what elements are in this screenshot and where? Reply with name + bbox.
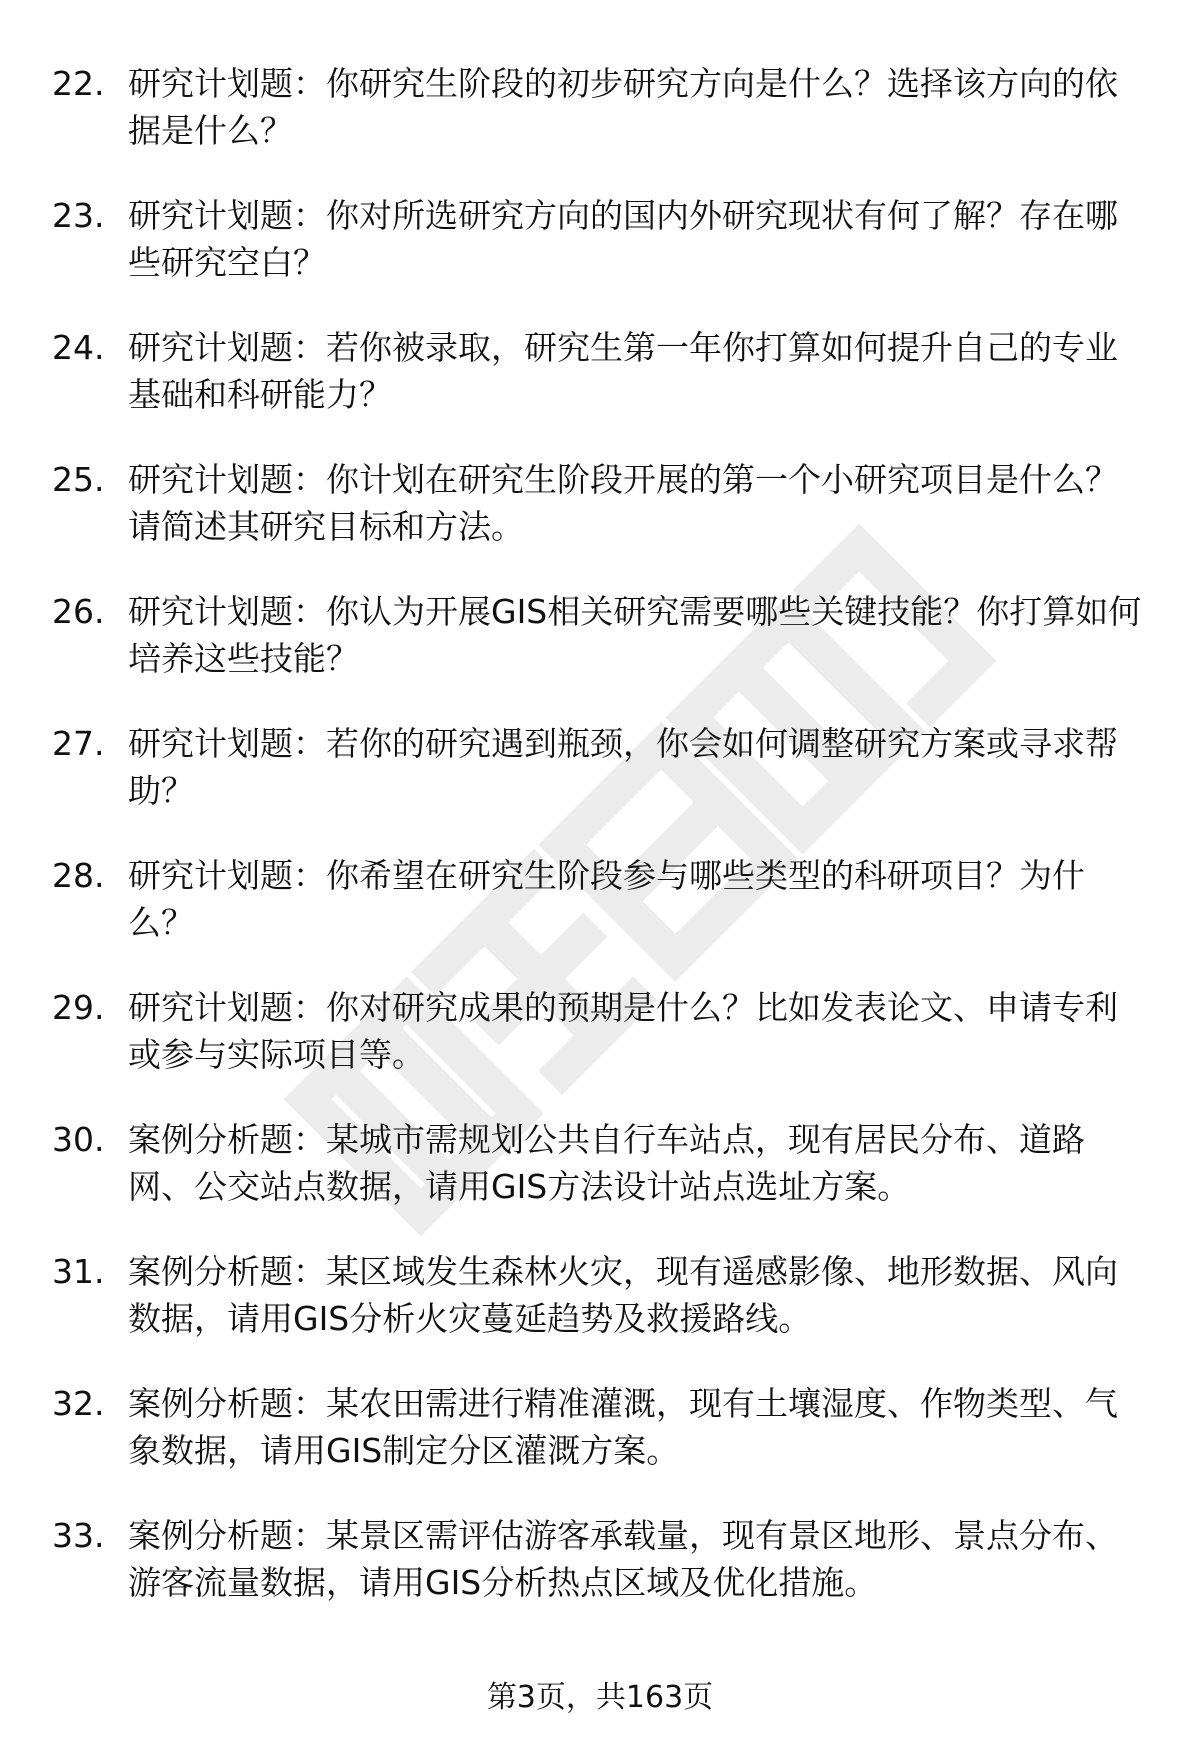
question-number: 28. — [52, 856, 105, 895]
question-text: 研究计划题：你认为开展GIS相关研究需要哪些关键技能？你打算如何培养这些技能？ — [128, 592, 1142, 678]
question-text: 案例分析题：某区域发生森林火灾，现有遥感影像、地形数据、风向数据，请用GIS分析火灾蔓延趋势及救援路线。 — [128, 1252, 1118, 1338]
question-number: 23. — [52, 196, 105, 235]
page-number-label: 第3页，共163页 — [486, 1680, 714, 1715]
question-text: 研究计划题：你计划在研究生阶段开展的第一个小研究项目是什么？请简述其研究目标和方法。 — [128, 460, 1118, 546]
question-text: 案例分析题：某农田需进行精准灌溉，现有土壤湿度、作物类型、气象数据，请用GIS制定分区灌溉方案。 — [128, 1384, 1118, 1470]
question-item — [52, 60, 1152, 192]
question-number: 24. — [52, 328, 105, 367]
question-text: 案例分析题：某景区需评估游客承载量，现有景区地形、景点分布、游客流量数据，请用GIS分析热点区域及优化措施。 — [128, 1516, 1118, 1602]
question-item — [52, 720, 1152, 852]
question-item — [52, 324, 1152, 456]
question-number: 26. — [52, 592, 105, 631]
question-number: 29. — [52, 988, 105, 1027]
question-number: 33. — [52, 1516, 105, 1555]
question-item — [52, 984, 1152, 1116]
question-item — [52, 588, 1152, 720]
question-number: 27. — [52, 724, 105, 763]
question-number: 31. — [52, 1252, 105, 1291]
question-item — [52, 1380, 1152, 1512]
page-footer — [0, 1678, 1200, 1718]
question-item — [52, 1116, 1152, 1248]
question-text: 研究计划题：你对研究成果的预期是什么？比如发表论文、申请专利或参与实际项目等。 — [128, 988, 1118, 1074]
question-item — [52, 1248, 1152, 1380]
question-text: 研究计划题：你研究生阶段的初步研究方向是什么？选择该方向的依据是什么？ — [128, 64, 1118, 150]
question-text: 研究计划题：你对所选研究方向的国内外研究现状有何了解？存在哪些研究空白？ — [128, 196, 1118, 282]
question-text: 研究计划题：若你的研究遇到瓶颈，你会如何调整研究方案或寻求帮助？ — [128, 724, 1118, 810]
question-number: 25. — [52, 460, 105, 499]
question-item — [52, 456, 1152, 588]
question-item — [52, 852, 1152, 984]
question-item — [52, 1512, 1152, 1644]
question-text: 研究计划题：你希望在研究生阶段参与哪些类型的科研项目？为什么？ — [128, 856, 1085, 942]
question-number: 30. — [52, 1120, 105, 1159]
question-text: 案例分析题：某城市需规划公共自行车站点，现有居民分布、道路网、公交站点数据，请用GIS方法设计站点选址方案。 — [128, 1120, 1085, 1206]
question-item — [52, 192, 1152, 324]
question-text: 研究计划题：若你被录取，研究生第一年你打算如何提升自己的专业基础和科研能力？ — [128, 328, 1118, 414]
question-number: 22. — [52, 64, 105, 103]
question-number: 32. — [52, 1384, 105, 1423]
question-list — [52, 60, 1152, 1644]
